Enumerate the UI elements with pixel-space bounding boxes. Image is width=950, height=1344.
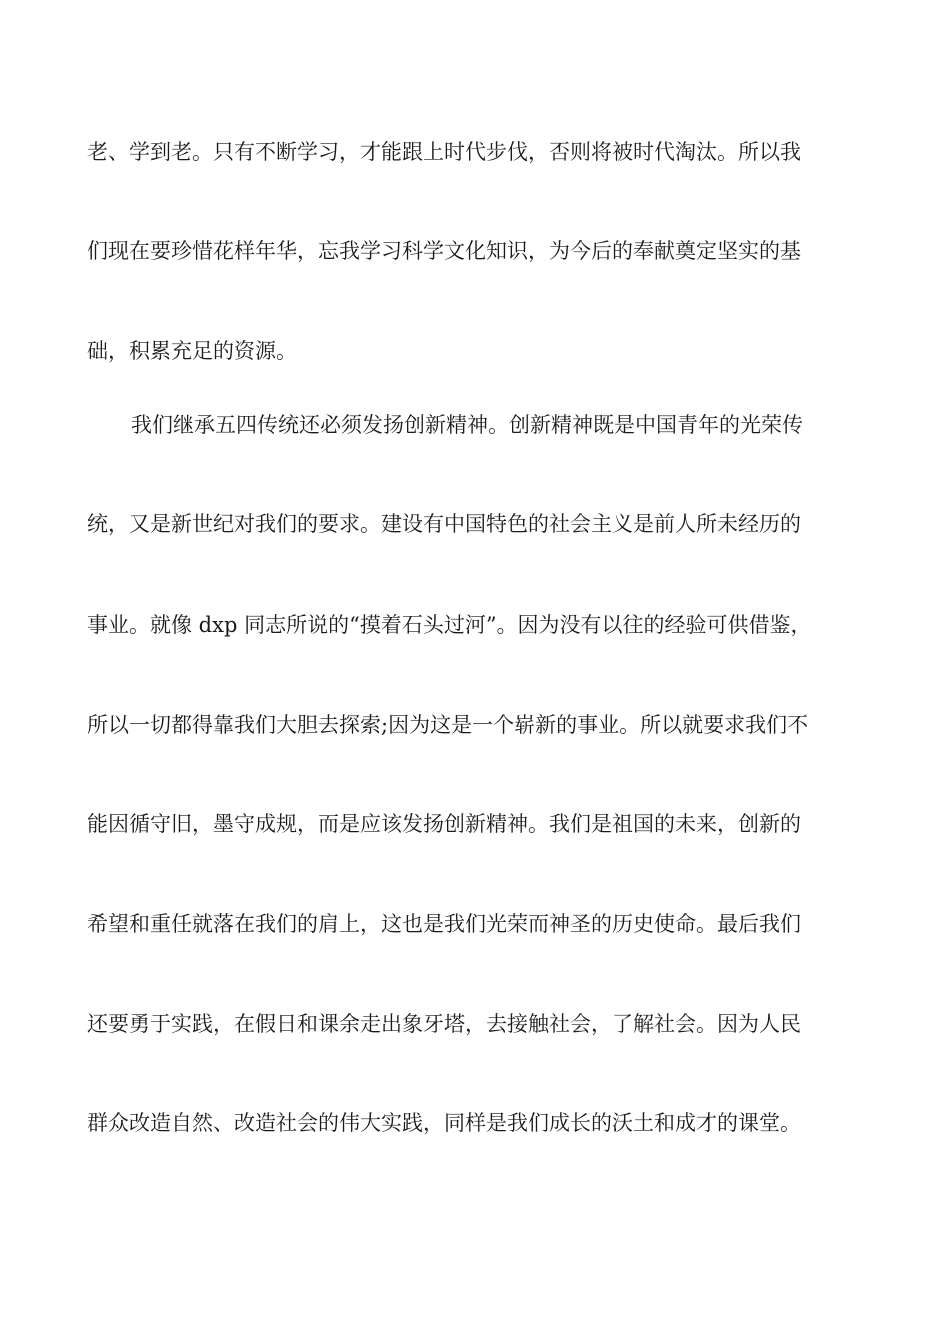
text-line: 希望和重任就落在我们的肩上，这也是我们光荣而神圣的历史使命。最后我们 <box>87 912 801 936</box>
text-line: 所以一切都得靠我们大胆去探索;因为这是一个崭新的事业。所以就要求我们不 <box>87 713 809 737</box>
text-line: 老、学到老。只有不断学习，才能跟上时代步伐，否则将被时代淘汰。所以我 <box>87 140 801 164</box>
text-line: 础，积累充足的资源。 <box>87 339 297 363</box>
text-line: 事业。就像 dxp 同志所说的“摸着石头过河”。因为没有以往的经验可供借鉴， <box>87 613 812 637</box>
text-line: 们现在要珍惜花样年华，忘我学习科学文化知识，为今后的奉献奠定坚实的基 <box>87 239 801 263</box>
paragraph-first-line: 我们继承五四传统还必须发扬创新精神。创新精神既是中国青年的光荣传 <box>131 413 803 437</box>
text-line: 统，又是新世纪对我们的要求。建设有中国特色的社会主义是前人所未经历的 <box>87 512 801 536</box>
text-line: 还要勇于实践，在假日和课余走出象牙塔，去接触社会，了解社会。因为人民 <box>87 1012 801 1036</box>
text-line: 群众改造自然、改造社会的伟大实践，同样是我们成长的沃土和成才的课堂。 <box>87 1111 801 1135</box>
text-line: 能因循守旧，墨守成规，而是应该发扬创新精神。我们是祖国的未来，创新的 <box>87 812 801 836</box>
